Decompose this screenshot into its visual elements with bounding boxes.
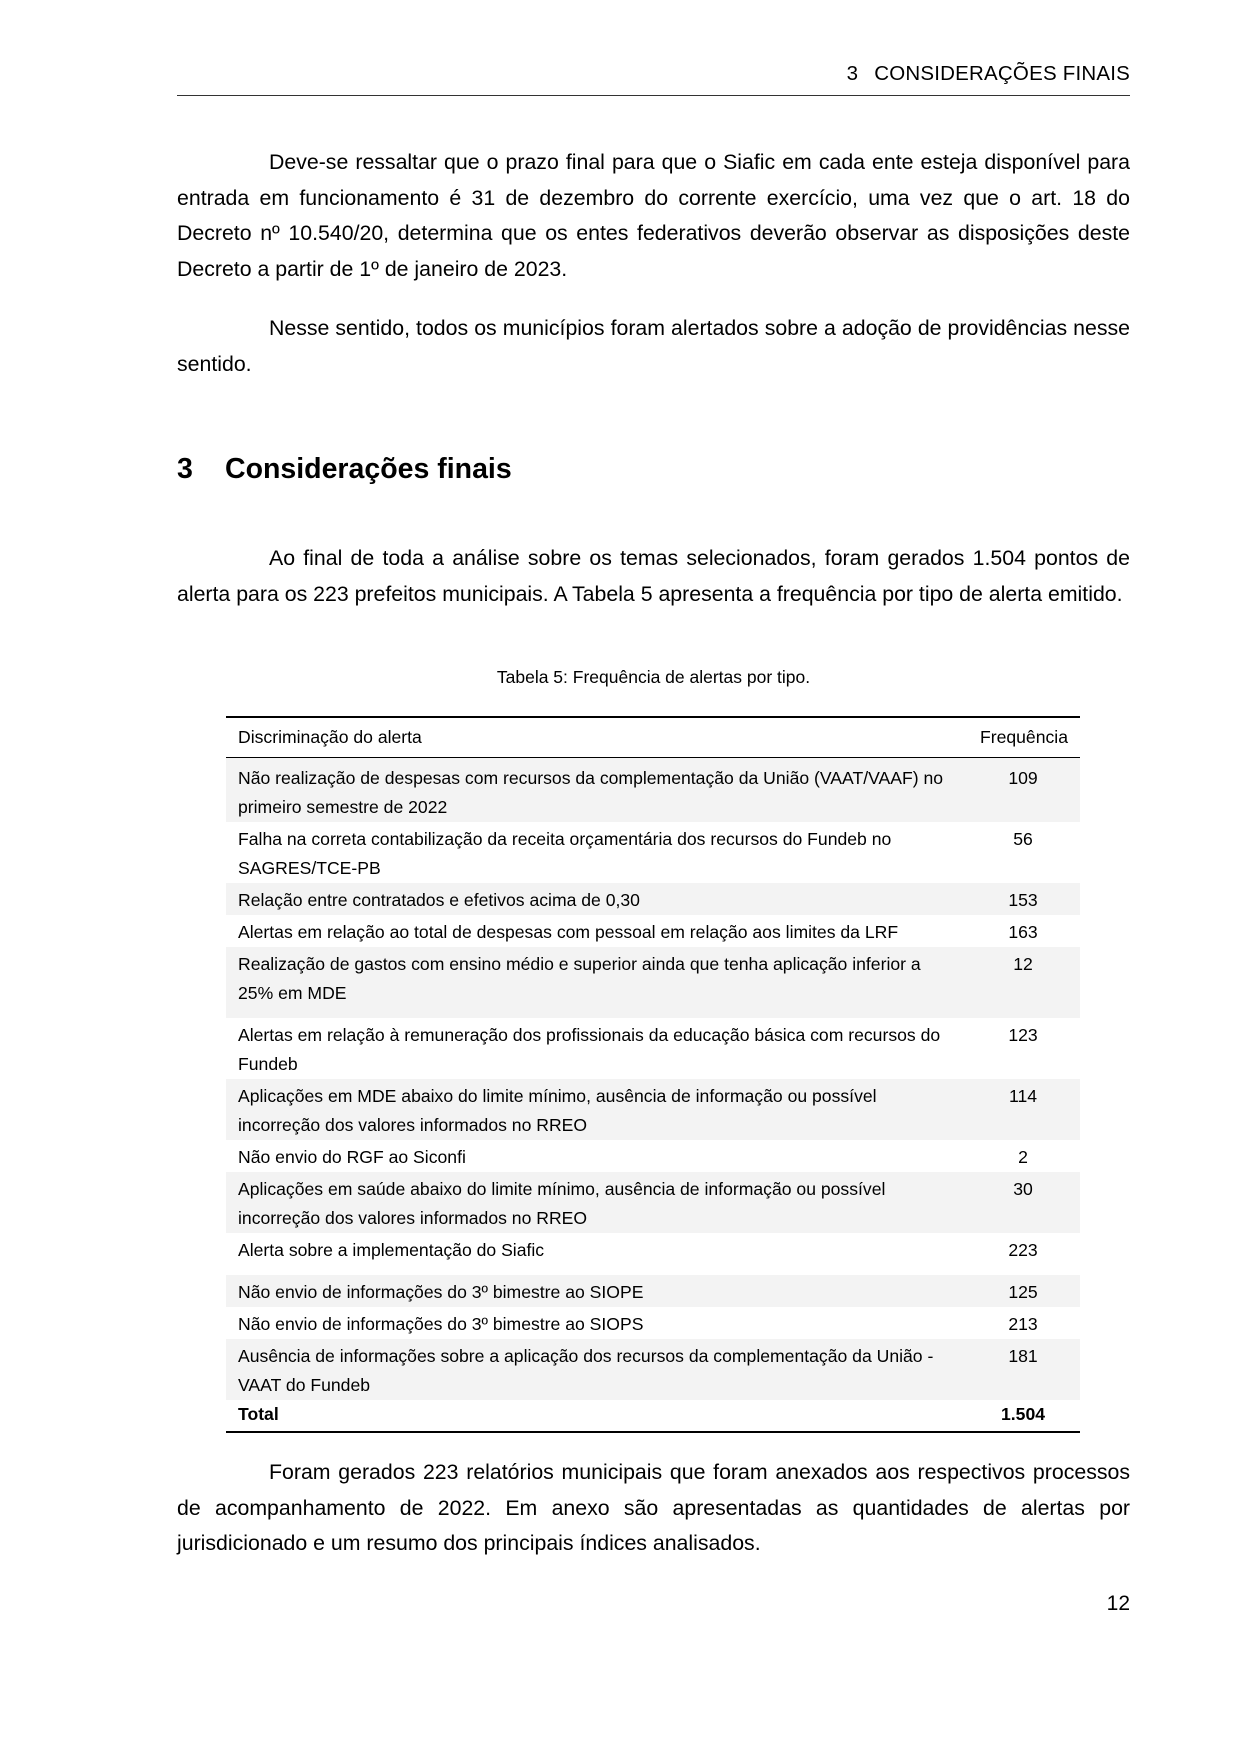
paragraph-siafic-deadline [177, 145, 1130, 287]
table-row [226, 1339, 1080, 1400]
row-frequency: 30 [966, 1172, 1080, 1233]
table-row [226, 915, 1080, 947]
row-description: Alerta sobre a implementação do Siafic [238, 1240, 545, 1260]
row-frequency: 181 [966, 1339, 1080, 1400]
table-row [226, 1018, 1080, 1079]
paragraph-text: Deve-se ressaltar que o prazo final para que o Siafic em cada ente esteja disponível para entrada em funcionamento é 31 de dezembro do corrente exercício, uma vez que o art. 18 do Decreto nº 10.540/20, determina que os entes federativos deverão observar as disposições deste Decreto a partir de 1º de janeiro de 2023. [177, 150, 1130, 281]
row-description: Relação entre contratados e efetivos acima de 0,30 [226, 883, 966, 915]
row-description: Alertas em relação ao total de despesas com pessoal em relação aos limites da LRF [238, 922, 899, 942]
row-description: Alertas em relação à remuneração dos profissionais da educação básica com recursos do Fundeb [238, 1025, 941, 1074]
column-header-description: Discriminação do alerta [238, 727, 422, 747]
row-frequency: 123 [1008, 1025, 1038, 1045]
running-header-chapter-number: 3 [846, 62, 859, 85]
row-frequency: 12 [966, 947, 1080, 1018]
table-row [226, 947, 1080, 1018]
table-row [226, 822, 1080, 883]
table-row [226, 883, 1080, 915]
total-frequency: 1.504 [1000, 1404, 1046, 1424]
paragraph-text: Ao final de toda a análise sobre os temas selecionados, foram gerados 1.504 pontos de alerta para os 223 prefeitos municipais. A Tabela 5 apresenta a frequência por tipo de alerta emitido. [177, 546, 1130, 606]
row-description: Aplicações em MDE abaixo do limite mínimo, ausência de informação ou possível incorreção dos valores informados no RREO [226, 1079, 966, 1140]
alert-frequency-table [226, 716, 1080, 1433]
running-header [177, 62, 1130, 86]
paragraph-analysis-summary [177, 541, 1130, 612]
row-frequency: 163 [1008, 922, 1038, 942]
row-frequency: 153 [966, 883, 1080, 915]
table-row [226, 758, 1080, 823]
table-row [226, 1079, 1080, 1140]
page-number: 12 [1106, 1592, 1130, 1615]
paragraph-text: Nesse sentido, todos os municípios foram alertados sobre a adoção de providências nesse sentido. [177, 316, 1130, 376]
row-frequency: 109 [966, 758, 1080, 823]
row-frequency: 114 [966, 1079, 1080, 1140]
table-caption: Tabela 5: Frequência de alertas por tipo. [496, 667, 811, 687]
row-frequency: 213 [1008, 1314, 1038, 1334]
table-row [226, 1233, 1080, 1275]
row-description: Não envio do RGF ao Siconfi [238, 1147, 466, 1167]
row-description: Aplicações em saúde abaixo do limite mínimo, ausência de informação ou possível incorreção dos valores informados no RREO [226, 1172, 966, 1233]
header-rule [177, 95, 1130, 96]
row-description: Falha na correta contabilização da receita orçamentária dos recursos do Fundeb no SAGRES/TCE-PB [238, 829, 892, 878]
row-frequency: 125 [966, 1275, 1080, 1307]
table-total-row [226, 1400, 1080, 1432]
paragraph-municipalities-alerted [177, 311, 1130, 382]
column-header-frequency: Frequência [979, 727, 1068, 747]
total-label: Total [238, 1404, 279, 1424]
table-row [226, 1307, 1080, 1339]
row-frequency: 223 [1008, 1240, 1038, 1260]
section-number: 3 [177, 453, 193, 485]
row-description: Ausência de informações sobre a aplicação dos recursos da complementação da União - VAAT do Fundeb [226, 1339, 966, 1400]
row-description: Não envio de informações do 3º bimestre ao SIOPS [238, 1314, 644, 1334]
table-row [226, 1140, 1080, 1172]
section-heading [177, 453, 512, 486]
row-description: Realização de gastos com ensino médio e superior ainda que tenha aplicação inferior a 25% em MDE [226, 947, 966, 1018]
row-description: Não realização de despesas com recursos da complementação da União (VAAT/VAAF) no primeiro semestre de 2022 [226, 758, 966, 823]
paragraph-reports-generated [177, 1455, 1130, 1562]
row-description: Não envio de informações do 3º bimestre ao SIOPE [226, 1275, 966, 1307]
section-title: Considerações finais [225, 453, 512, 485]
running-header-chapter-title: CONSIDERAÇÕES FINAIS [874, 62, 1130, 85]
table-row [226, 1275, 1080, 1307]
row-frequency: 56 [1013, 829, 1033, 849]
table-header-row [226, 717, 1080, 758]
row-frequency: 2 [1018, 1147, 1028, 1167]
paragraph-text: Foram gerados 223 relatórios municipais que foram anexados aos respectivos processos de acompanhamento de 2022. Em anexo são apresentadas as quantidades de alertas por jurisdicionado e um resumo dos principais índices analisados. [177, 1460, 1130, 1555]
table-row [226, 1172, 1080, 1233]
